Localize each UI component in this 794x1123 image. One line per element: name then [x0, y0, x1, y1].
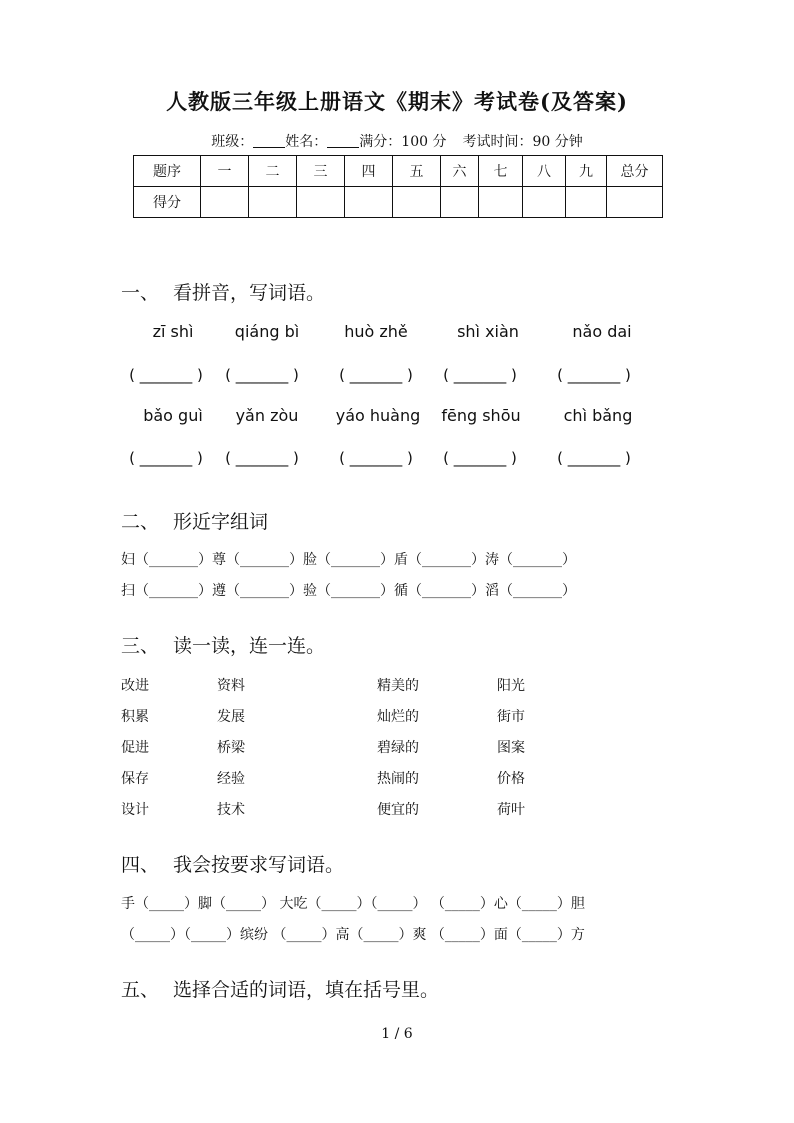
answer-blank[interactable]: ( _______ )	[339, 366, 413, 384]
match-word[interactable]: 碧绿的	[377, 740, 419, 756]
score-cell: 总分	[607, 156, 663, 187]
pinyin: yáo huàng	[335, 406, 421, 425]
match-word[interactable]: 经验	[217, 771, 245, 787]
match-word[interactable]: 价格	[497, 771, 525, 787]
score-cell: 四	[345, 156, 393, 187]
score-table-score-row	[134, 187, 663, 218]
score-cell: 三	[297, 156, 345, 187]
score-input-cell[interactable]	[345, 187, 393, 218]
score-cell: 五	[393, 156, 441, 187]
pinyin: fēng shōu	[441, 406, 521, 425]
score-cell: 六	[441, 156, 479, 187]
exam-info	[0, 131, 794, 151]
match-word[interactable]: 图案	[497, 740, 525, 756]
score-input-cell[interactable]	[441, 187, 479, 218]
full-score: 满分：100 分	[359, 134, 447, 150]
class-label: 班级：	[211, 134, 254, 150]
pinyin: qiáng bì	[234, 322, 300, 341]
similar-char-row-1[interactable]: 妇（_______）尊（_______）脸（_______）盾（_______）涛（_______）	[121, 552, 576, 568]
word-fill-row-2[interactable]: （_____）（_____）缤纷 （_____）高（_____）爽 （_____）面（_____）方	[121, 927, 585, 943]
match-word[interactable]: 发展	[217, 709, 245, 725]
section-1-title: 看拼音，写词语。	[173, 282, 326, 304]
pinyin: yǎn zòu	[235, 406, 299, 425]
similar-char-row-2[interactable]: 扫（_______）遵（_______）验（_______）循（_______）滔（_______）	[121, 583, 576, 599]
score-input-cell[interactable]	[607, 187, 663, 218]
answer-blank[interactable]: ( _______ )	[443, 366, 517, 384]
section-2-title: 形近字组词	[173, 511, 269, 533]
match-word[interactable]: 荷叶	[497, 802, 525, 818]
match-word[interactable]: 设计	[121, 802, 149, 818]
pinyin: huò zhě	[344, 322, 408, 341]
pinyin: nǎo dai	[572, 322, 632, 341]
answer-blank[interactable]: ( _______ )	[129, 366, 203, 384]
score-cell: 二	[249, 156, 297, 187]
section-5-heading	[121, 975, 439, 1002]
score-cell: 八	[523, 156, 566, 187]
page-title: 人教版三年级上册语文《期末》考试卷(及答案)	[166, 89, 628, 114]
answer-blank[interactable]: ( _______ )	[129, 449, 203, 467]
score-input-cell[interactable]	[566, 187, 607, 218]
section-3-number: 三、	[121, 635, 160, 657]
score-input-cell[interactable]	[249, 187, 297, 218]
section-2-number: 二、	[121, 511, 160, 533]
match-word[interactable]: 改进	[121, 678, 149, 694]
match-word[interactable]: 技术	[217, 802, 245, 818]
word-fill-row-1[interactable]: 手（_____）脚（_____） 大吃（_____）（_____） （_____）心（_____）胆	[121, 896, 585, 912]
section-5-number: 五、	[121, 979, 160, 1001]
score-input-cell[interactable]	[523, 187, 566, 218]
answer-blank[interactable]: ( _______ )	[225, 366, 299, 384]
page-number: 1 / 6	[381, 1026, 413, 1042]
match-word[interactable]: 资料	[217, 678, 245, 694]
section-2-heading	[121, 507, 268, 534]
answer-blank[interactable]: ( _______ )	[557, 366, 631, 384]
score-cell: 九	[566, 156, 607, 187]
pinyin: bǎo guì	[143, 406, 203, 425]
class-blank[interactable]	[253, 133, 285, 148]
section-4-number: 四、	[121, 854, 160, 876]
section-3-title: 读一读，连一连。	[173, 635, 326, 657]
match-word[interactable]: 积累	[121, 709, 149, 725]
name-label: 姓名：	[285, 134, 328, 150]
score-cell: 题序	[134, 156, 201, 187]
section-4-title: 我会按要求写词语。	[173, 854, 345, 876]
score-table	[133, 155, 663, 218]
pinyin: chì bǎng	[563, 406, 633, 425]
score-input-cell[interactable]	[479, 187, 523, 218]
score-input-cell[interactable]	[393, 187, 441, 218]
answer-blank[interactable]: ( _______ )	[443, 449, 517, 467]
score-input-cell[interactable]	[201, 187, 249, 218]
exam-time: 考试时间：90 分钟	[462, 134, 583, 150]
name-blank[interactable]	[327, 133, 359, 148]
section-1-number: 一、	[121, 282, 160, 304]
match-word[interactable]: 热闹的	[377, 771, 419, 787]
match-word[interactable]: 促进	[121, 740, 149, 756]
match-word[interactable]: 街市	[497, 709, 525, 725]
pinyin: zī shì	[152, 322, 194, 341]
match-word[interactable]: 阳光	[497, 678, 525, 694]
pinyin: shì xiàn	[457, 322, 519, 341]
section-4-heading	[121, 850, 344, 877]
section-5-title: 选择合适的词语，填在括号里。	[173, 979, 440, 1001]
section-3-heading	[121, 631, 325, 658]
score-cell: 七	[479, 156, 523, 187]
section-1-heading	[121, 278, 325, 305]
match-word[interactable]: 灿烂的	[377, 709, 419, 725]
match-word[interactable]: 桥梁	[217, 740, 245, 756]
answer-blank[interactable]: ( _______ )	[339, 449, 413, 467]
score-table-header-row	[134, 156, 663, 187]
match-word[interactable]: 保存	[121, 771, 149, 787]
answer-blank[interactable]: ( _______ )	[225, 449, 299, 467]
match-word[interactable]: 便宜的	[377, 802, 419, 818]
answer-blank[interactable]: ( _______ )	[557, 449, 631, 467]
score-cell: 一	[201, 156, 249, 187]
match-word[interactable]: 精美的	[377, 678, 419, 694]
score-row-label: 得分	[134, 187, 201, 218]
score-input-cell[interactable]	[297, 187, 345, 218]
